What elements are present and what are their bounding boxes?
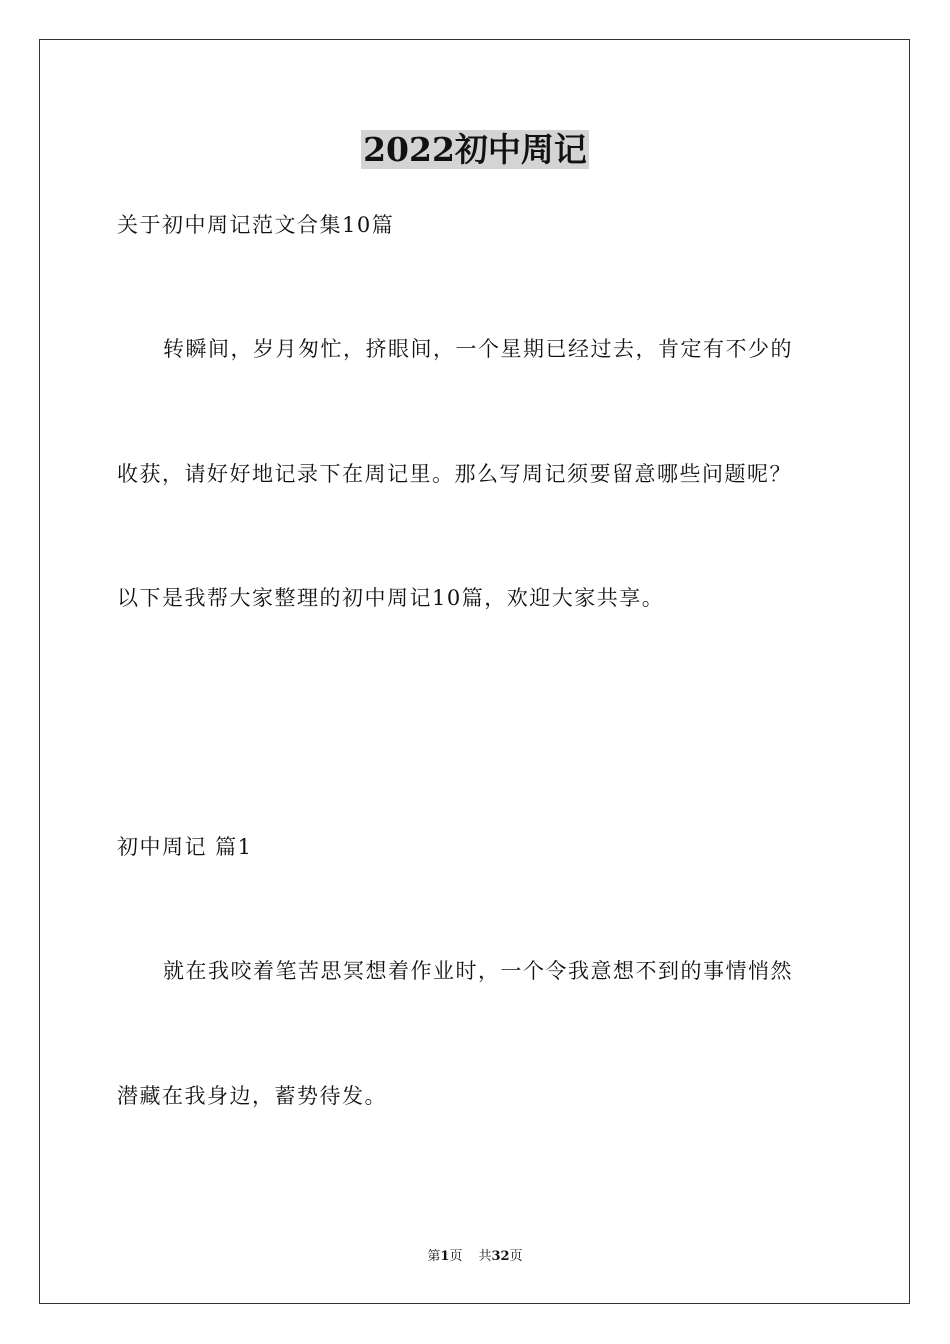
footer-page-number: 1 [440,1249,450,1264]
intro-line-2: 收获，请好好地记录下在周记里。那么写周记须要留意哪些问题呢？ [117,462,792,486]
intro-line-3: 以下是我帮大家整理的初中周记10篇，欢迎大家共享。 [117,586,665,610]
document-title [0,128,950,172]
footer-total-prefix: 共 [478,1249,492,1264]
section-heading: 初中周记 篇1 [117,835,253,859]
section-line-2: 潜藏在我身边，蓄势待发。 [117,1084,387,1108]
document-title-text: 2022初中周记 [363,130,587,169]
footer-page-prefix: 第 [427,1249,441,1264]
footer-total-suffix: 页 [509,1249,523,1264]
footer-page-suffix: 页 [449,1249,463,1264]
intro-line-1: 转瞬间，岁月匆忙，挤眼间，一个星期已经过去，肯定有不少的 [163,337,793,361]
page-footer [0,1248,950,1266]
footer-total-pages: 32 [491,1249,510,1264]
section-line-1: 就在我咬着笔苦思冥想着作业时，一个令我意想不到的事情悄然 [163,959,793,983]
document-subtitle: 关于初中周记范文合集10篇 [117,213,395,237]
